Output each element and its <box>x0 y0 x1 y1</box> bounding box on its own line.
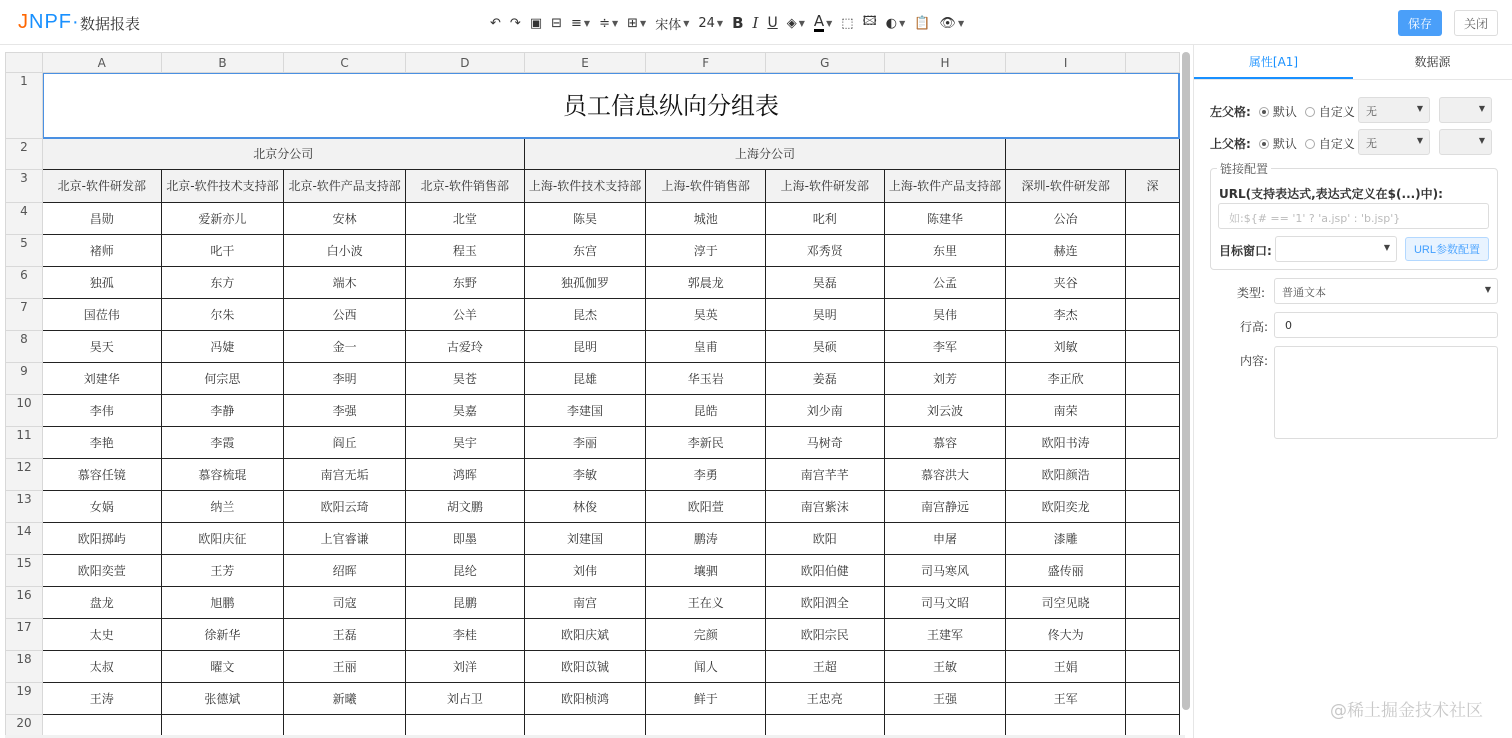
employee-cell[interactable]: 欧阳伯健 <box>765 555 884 587</box>
employee-cell[interactable]: 东宫 <box>524 235 646 267</box>
font-select[interactable]: 宋体 ▼ <box>655 14 689 33</box>
empty-cell[interactable] <box>524 715 646 736</box>
employee-cell[interactable]: 昊明 <box>765 299 884 331</box>
target-window-select[interactable]: ▼ <box>1275 236 1397 262</box>
tab-properties[interactable]: 属性[A1] <box>1194 45 1353 79</box>
italic-icon[interactable]: I <box>752 14 759 32</box>
row-header[interactable]: 11 <box>6 427 43 459</box>
clipboard-icon[interactable]: 📋 <box>914 15 931 31</box>
app-title: 数据报表 <box>80 15 141 33</box>
employee-cell[interactable]: 古爱玲 <box>406 331 525 363</box>
row-header[interactable]: 7 <box>6 299 43 331</box>
chart-icon[interactable]: ◐ ▼ <box>885 15 906 31</box>
employee-cell[interactable]: 淳于 <box>646 235 766 267</box>
employee-cell[interactable]: 鸿晖 <box>406 459 525 491</box>
employee-cell[interactable]: 即墨 <box>406 523 525 555</box>
column-header[interactable]: F <box>646 53 766 73</box>
top-parent-custom-radio[interactable] <box>1305 139 1315 149</box>
top-parent-sub-select[interactable]: ▼ <box>1439 129 1492 155</box>
row-header[interactable]: 14 <box>6 523 43 555</box>
row-header[interactable]: 10 <box>6 395 43 427</box>
spreadsheet-grid[interactable] <box>5 52 1180 735</box>
empty-cell[interactable] <box>1125 299 1179 331</box>
empty-cell[interactable] <box>42 715 161 736</box>
radio-label: 自定义 <box>1318 137 1355 151</box>
employee-cell[interactable]: 欧阳 <box>765 523 884 555</box>
table-row <box>6 203 1180 235</box>
employee-cell[interactable]: 刘建华 <box>42 363 161 395</box>
radio-label: 默认 <box>1272 137 1297 151</box>
text-color-icon[interactable]: A ▼ <box>813 12 833 30</box>
employee-cell[interactable]: 欧阳奕龙 <box>1006 491 1126 523</box>
department-header-cell[interactable]: 上海-软件研发部 <box>765 170 884 203</box>
employee-cell[interactable]: 李桂 <box>406 619 525 651</box>
row-height-input[interactable]: 0 <box>1274 312 1498 338</box>
employee-cell[interactable]: 纳兰 <box>161 491 284 523</box>
empty-cell[interactable] <box>884 715 1006 736</box>
bold-icon[interactable]: B <box>732 14 744 32</box>
employee-cell[interactable]: 昊磊 <box>765 267 884 299</box>
table-row <box>6 235 1180 267</box>
empty-cell[interactable] <box>765 715 884 736</box>
employee-cell[interactable]: 李敏 <box>524 459 646 491</box>
employee-cell[interactable]: 胡文鹏 <box>406 491 525 523</box>
left-parent-sub-select[interactable]: ▼ <box>1439 97 1492 123</box>
url-label: URL(支持表达式,表达式定义在$(...)中): <box>1219 187 1443 201</box>
table-row <box>6 427 1180 459</box>
employee-cell[interactable]: 北堂 <box>406 203 525 235</box>
employee-cell[interactable]: 欧阳桢鸿 <box>524 683 646 715</box>
empty-cell[interactable] <box>1125 619 1179 651</box>
employee-cell[interactable]: 张德斌 <box>161 683 284 715</box>
top-parent-row <box>1210 135 1355 152</box>
employee-cell[interactable]: 欧阳苡铖 <box>524 651 646 683</box>
department-header-cell[interactable]: 北京-软件销售部 <box>406 170 525 203</box>
employee-cell[interactable]: 何宗思 <box>161 363 284 395</box>
undo-icon[interactable]: ↶ <box>490 15 501 31</box>
employee-cell[interactable]: 邓秀贤 <box>765 235 884 267</box>
department-header-cell[interactable]: 北京-软件研发部 <box>42 170 161 203</box>
employee-cell[interactable]: 新曦 <box>284 683 406 715</box>
employee-cell[interactable]: 程玉 <box>406 235 525 267</box>
employee-cell[interactable]: 南荣 <box>1006 395 1126 427</box>
content-label: 内容: <box>1240 354 1269 368</box>
table-row <box>6 523 1180 555</box>
row-header[interactable]: 6 <box>6 267 43 299</box>
employee-cell[interactable]: 昊嘉 <box>406 395 525 427</box>
employee-cell[interactable]: 李丽 <box>524 427 646 459</box>
report-title-cell[interactable] <box>42 73 1179 139</box>
employee-cell[interactable]: 马树奇 <box>765 427 884 459</box>
employee-cell[interactable]: 王在义 <box>646 587 766 619</box>
employee-cell[interactable]: 冯婕 <box>161 331 284 363</box>
excel-import-icon[interactable]: ▣ <box>529 15 543 31</box>
freeze-icon[interactable]: ⊟ <box>551 15 563 31</box>
empty-cell[interactable] <box>1125 203 1179 235</box>
empty-cell[interactable] <box>1125 523 1179 555</box>
table-row <box>6 299 1180 331</box>
align-icon[interactable]: ≡ ▼ <box>571 15 591 31</box>
employee-cell[interactable]: 太叔 <box>42 651 161 683</box>
employee-cell[interactable]: 南宫紫沫 <box>765 491 884 523</box>
row-header[interactable]: 15 <box>6 555 43 587</box>
employee-cell[interactable]: 李勇 <box>646 459 766 491</box>
employee-cell[interactable]: 褚师 <box>42 235 161 267</box>
employee-cell[interactable]: 刘洋 <box>406 651 525 683</box>
employee-cell[interactable]: 夹谷 <box>1006 267 1126 299</box>
employee-cell[interactable]: 上官睿谦 <box>284 523 406 555</box>
select-value: 普通文本 <box>1282 286 1326 299</box>
employee-cell[interactable]: 刘占卫 <box>406 683 525 715</box>
employee-cell[interactable]: 刘伟 <box>524 555 646 587</box>
employee-cell[interactable]: 王军 <box>1006 683 1126 715</box>
employee-cell[interactable]: 李杰 <box>1006 299 1126 331</box>
table-row <box>6 491 1180 523</box>
department-header-cell[interactable]: 北京-软件技术支持部 <box>161 170 284 203</box>
employee-cell[interactable]: 李正欣 <box>1006 363 1126 395</box>
table-row <box>6 459 1180 491</box>
employee-cell[interactable]: 壤驷 <box>646 555 766 587</box>
employee-cell[interactable]: 刘芳 <box>884 363 1006 395</box>
table-row <box>6 683 1180 715</box>
table-row <box>6 555 1180 587</box>
employee-cell[interactable]: 昊英 <box>646 299 766 331</box>
employee-cell[interactable]: 爱新亦儿 <box>161 203 284 235</box>
save-button[interactable]: 保存 <box>1398 10 1442 36</box>
empty-cell[interactable] <box>1125 427 1179 459</box>
employee-cell[interactable]: 阎丘 <box>284 427 406 459</box>
column-header[interactable]: C <box>284 53 406 73</box>
url-param-config-button[interactable]: URL参数配置 <box>1405 237 1489 261</box>
row-header[interactable]: 16 <box>6 587 43 619</box>
employee-cell[interactable]: 慕容梳琨 <box>161 459 284 491</box>
employee-cell[interactable]: 旭鹏 <box>161 587 284 619</box>
column-header[interactable]: E <box>524 53 646 73</box>
content-textarea[interactable] <box>1274 346 1498 439</box>
employee-cell[interactable]: 李建国 <box>524 395 646 427</box>
employee-cell[interactable]: 漆雕 <box>1006 523 1126 555</box>
employee-cell[interactable]: 李军 <box>884 331 1006 363</box>
employee-cell[interactable]: 国莅伟 <box>42 299 161 331</box>
select-value: 无 <box>1366 105 1377 118</box>
employee-cell[interactable]: 昊伟 <box>884 299 1006 331</box>
preview-icon[interactable]: 👁 ▼ <box>939 15 965 31</box>
employee-cell[interactable]: 司空见晓 <box>1006 587 1126 619</box>
table-row <box>6 587 1180 619</box>
employee-cell[interactable]: 王敏 <box>884 651 1006 683</box>
empty-cell[interactable] <box>1125 555 1179 587</box>
employee-cell[interactable]: 昊宇 <box>406 427 525 459</box>
employee-cell[interactable]: 王芳 <box>161 555 284 587</box>
table-row <box>6 331 1180 363</box>
employee-cell[interactable]: 太史 <box>42 619 161 651</box>
employee-cell[interactable]: 东野 <box>406 267 525 299</box>
employee-cell[interactable]: 独孤伽罗 <box>524 267 646 299</box>
employee-cell[interactable]: 李新民 <box>646 427 766 459</box>
employee-cell[interactable]: 公冶 <box>1006 203 1126 235</box>
department-header-cell[interactable]: 深圳-软件研发部 <box>1006 170 1126 203</box>
employee-cell[interactable]: 佟大为 <box>1006 619 1126 651</box>
employee-cell[interactable]: 白小波 <box>284 235 406 267</box>
employee-cell[interactable]: 城池 <box>646 203 766 235</box>
row-header[interactable]: 3 <box>6 170 43 203</box>
employee-cell[interactable]: 公孟 <box>884 267 1006 299</box>
employee-cell[interactable]: 昌勋 <box>42 203 161 235</box>
row-header[interactable]: 2 <box>6 139 43 170</box>
employee-cell[interactable]: 昆杰 <box>524 299 646 331</box>
table-row <box>6 619 1180 651</box>
image-icon[interactable]: 🖾 <box>862 14 877 29</box>
employee-cell[interactable]: 慕容任镜 <box>42 459 161 491</box>
employee-cell[interactable]: 李静 <box>161 395 284 427</box>
employee-cell[interactable]: 公西 <box>284 299 406 331</box>
employee-cell[interactable]: 慕容洪大 <box>884 459 1006 491</box>
employee-cell[interactable]: 王磊 <box>284 619 406 651</box>
empty-cell[interactable] <box>406 715 525 736</box>
left-parent-custom-radio[interactable] <box>1305 107 1315 117</box>
employee-cell[interactable]: 盘龙 <box>42 587 161 619</box>
row-header[interactable]: 17 <box>6 619 43 651</box>
column-header[interactable]: H <box>884 53 1006 73</box>
empty-cell[interactable] <box>1125 363 1179 395</box>
column-header[interactable]: I <box>1006 53 1126 73</box>
employee-cell[interactable]: 曜文 <box>161 651 284 683</box>
close-button[interactable]: 关闭 <box>1454 10 1498 36</box>
employee-cell[interactable]: 李艳 <box>42 427 161 459</box>
empty-cell[interactable] <box>1125 395 1179 427</box>
employee-cell[interactable]: 昆纶 <box>406 555 525 587</box>
type-label: 类型: <box>1237 286 1266 300</box>
employee-cell[interactable]: 安林 <box>284 203 406 235</box>
employee-cell[interactable]: 鲜于 <box>646 683 766 715</box>
row-header[interactable]: 5 <box>6 235 43 267</box>
vertical-scrollbar[interactable] <box>1182 52 1190 710</box>
employee-cell[interactable]: 王建军 <box>884 619 1006 651</box>
employee-cell[interactable]: 王娟 <box>1006 651 1126 683</box>
employee-cell[interactable]: 慕容 <box>884 427 1006 459</box>
employee-cell[interactable]: 南宫静远 <box>884 491 1006 523</box>
employee-cell[interactable]: 公羊 <box>406 299 525 331</box>
column-header[interactable]: B <box>161 53 284 73</box>
employee-cell[interactable]: 独孤 <box>42 267 161 299</box>
empty-cell[interactable] <box>1125 267 1179 299</box>
column-header[interactable]: A <box>42 53 161 73</box>
employee-cell[interactable]: 陈建华 <box>884 203 1006 235</box>
select-value: 无 <box>1366 137 1377 150</box>
radio-label: 默认 <box>1272 105 1297 119</box>
employee-cell[interactable]: 东方 <box>161 267 284 299</box>
empty-cell[interactable] <box>1125 587 1179 619</box>
font-size-value: 24 <box>698 15 715 31</box>
employee-cell[interactable]: 盛传丽 <box>1006 555 1126 587</box>
top-parent-default-radio[interactable] <box>1259 139 1269 149</box>
employee-cell[interactable]: 刘云波 <box>884 395 1006 427</box>
employee-cell[interactable]: 欧阳庆斌 <box>524 619 646 651</box>
watermark: @稀土掘金技术社区 <box>1330 701 1483 721</box>
row-header[interactable]: 8 <box>6 331 43 363</box>
empty-cell[interactable] <box>1125 651 1179 683</box>
department-header-cell[interactable]: 深 <box>1125 170 1179 203</box>
empty-cell[interactable] <box>161 715 284 736</box>
group-header-cell[interactable] <box>1006 139 1180 170</box>
top-bar <box>0 0 1512 45</box>
toolbar <box>490 12 964 34</box>
employee-cell[interactable]: 皇甫 <box>646 331 766 363</box>
row-header[interactable]: 4 <box>6 203 43 235</box>
employee-cell[interactable]: 绍晖 <box>284 555 406 587</box>
employee-cell[interactable]: 东里 <box>884 235 1006 267</box>
font-value: 宋体 <box>655 17 682 33</box>
employee-cell[interactable]: 昆明 <box>524 331 646 363</box>
employee-cell[interactable]: 刘建国 <box>524 523 646 555</box>
text-color-letter: A <box>813 12 825 30</box>
employee-cell[interactable]: 欧阳书涛 <box>1006 427 1126 459</box>
radio-label: 自定义 <box>1318 105 1355 119</box>
employee-cell[interactable]: 鹏涛 <box>646 523 766 555</box>
report-title: 员工信息纵向分组表 <box>562 91 779 120</box>
merge-icon[interactable]: ⬚ <box>841 15 854 31</box>
table-row <box>6 267 1180 299</box>
table-row <box>6 395 1180 427</box>
logo: JNPF· <box>18 11 80 33</box>
top-parent-select[interactable]: 无 ▼ <box>1358 129 1430 155</box>
department-header-cell[interactable]: 上海-软件产品支持部 <box>884 170 1006 203</box>
employee-cell[interactable]: 昊天 <box>42 331 161 363</box>
empty-cell[interactable] <box>1125 235 1179 267</box>
row-header[interactable]: 1 <box>6 73 43 139</box>
employee-cell[interactable]: 欧阳萱 <box>646 491 766 523</box>
tab-datasource[interactable]: 数据源 <box>1414 55 1451 69</box>
employee-cell[interactable]: 欧阳掷屿 <box>42 523 161 555</box>
empty-cell[interactable] <box>284 715 406 736</box>
employee-cell[interactable]: 徐新华 <box>161 619 284 651</box>
empty-cell[interactable] <box>1125 331 1179 363</box>
employee-cell[interactable]: 司马文昭 <box>884 587 1006 619</box>
employee-cell[interactable]: 郭晨龙 <box>646 267 766 299</box>
employee-cell[interactable]: 欧阳泗全 <box>765 587 884 619</box>
left-parent-default-radio[interactable] <box>1259 107 1269 117</box>
top-parent-label: 上父格: <box>1210 137 1251 151</box>
empty-cell[interactable] <box>1125 683 1179 715</box>
employee-cell[interactable]: 昆鹏 <box>406 587 525 619</box>
sheet-table <box>5 52 1180 735</box>
employee-cell[interactable]: 南宫无垢 <box>284 459 406 491</box>
employee-cell[interactable]: 李明 <box>284 363 406 395</box>
row-header[interactable]: 20 <box>6 715 43 736</box>
table-row <box>6 363 1180 395</box>
empty-cell[interactable] <box>1006 715 1126 736</box>
empty-cell[interactable] <box>1125 715 1179 736</box>
employee-cell[interactable]: 李霞 <box>161 427 284 459</box>
employee-cell[interactable]: 陈昊 <box>524 203 646 235</box>
employee-cell[interactable]: 叱干 <box>161 235 284 267</box>
valign-icon[interactable]: ≑ ▼ <box>599 15 619 31</box>
left-parent-label: 左父格: <box>1210 105 1251 119</box>
employee-cell[interactable]: 王超 <box>765 651 884 683</box>
department-header-cell[interactable]: 上海-软件销售部 <box>646 170 766 203</box>
employee-cell[interactable]: 欧阳庆征 <box>161 523 284 555</box>
employee-cell[interactable]: 王丽 <box>284 651 406 683</box>
employee-cell[interactable]: 昆皓 <box>646 395 766 427</box>
empty-cell[interactable] <box>646 715 766 736</box>
employee-cell[interactable]: 端木 <box>284 267 406 299</box>
row-header[interactable]: 9 <box>6 363 43 395</box>
employee-cell[interactable]: 欧阳云琦 <box>284 491 406 523</box>
empty-cell[interactable] <box>1125 491 1179 523</box>
left-parent-select[interactable]: 无 ▼ <box>1358 97 1430 123</box>
type-select[interactable]: 普通文本 ▼ <box>1274 278 1498 304</box>
employee-cell[interactable]: 欧阳颜浩 <box>1006 459 1126 491</box>
employee-cell[interactable]: 昊硕 <box>765 331 884 363</box>
department-header-cell[interactable]: 北京-软件产品支持部 <box>284 170 406 203</box>
row-header[interactable]: 19 <box>6 683 43 715</box>
employee-cell[interactable]: 金一 <box>284 331 406 363</box>
employee-cell[interactable]: 女娲 <box>42 491 161 523</box>
url-input[interactable]: 如:${# == '1' ? 'a.jsp' : 'b.jsp'} <box>1218 203 1489 229</box>
group-header-cell[interactable]: 上海分公司 <box>524 139 1006 170</box>
fill-color-icon[interactable]: ◈ ▼ <box>786 15 805 31</box>
employee-cell[interactable]: 闻人 <box>646 651 766 683</box>
group-header-cell[interactable]: 北京分公司 <box>42 139 524 170</box>
employee-cell[interactable]: 姜磊 <box>765 363 884 395</box>
employee-cell[interactable]: 南宫芊芊 <box>765 459 884 491</box>
employee-cell[interactable]: 林俊 <box>524 491 646 523</box>
employee-cell[interactable]: 昆雄 <box>524 363 646 395</box>
column-header[interactable] <box>1125 53 1179 73</box>
employee-cell[interactable]: 完颜 <box>646 619 766 651</box>
employee-cell[interactable]: 南宫 <box>524 587 646 619</box>
employee-cell[interactable]: 李强 <box>284 395 406 427</box>
employee-cell[interactable]: 欧阳奕萱 <box>42 555 161 587</box>
department-header-cell[interactable]: 上海-软件技术支持部 <box>524 170 646 203</box>
employee-cell[interactable]: 昊苍 <box>406 363 525 395</box>
employee-cell[interactable]: 司马寒风 <box>884 555 1006 587</box>
employee-cell[interactable]: 刘敏 <box>1006 331 1126 363</box>
employee-cell[interactable]: 王涛 <box>42 683 161 715</box>
row-header[interactable]: 12 <box>6 459 43 491</box>
employee-cell[interactable]: 李伟 <box>42 395 161 427</box>
employee-cell[interactable]: 申屠 <box>884 523 1006 555</box>
employee-cell[interactable]: 王忠亮 <box>765 683 884 715</box>
employee-cell[interactable]: 尔朱 <box>161 299 284 331</box>
employee-cell[interactable]: 司寇 <box>284 587 406 619</box>
redo-icon[interactable]: ↷ <box>509 15 521 31</box>
employee-cell[interactable]: 叱利 <box>765 203 884 235</box>
employee-cell[interactable]: 刘少南 <box>765 395 884 427</box>
link-config-legend: 链接配置 <box>1217 160 1271 177</box>
target-window-label: 目标窗口: <box>1219 244 1272 258</box>
border-icon[interactable]: ⊞ ▼ <box>627 15 647 31</box>
employee-cell[interactable]: 王强 <box>884 683 1006 715</box>
column-header[interactable]: D <box>406 53 525 73</box>
underline-icon[interactable]: U <box>767 15 778 31</box>
corner-cell[interactable] <box>6 53 43 73</box>
employee-cell[interactable]: 赫连 <box>1006 235 1126 267</box>
left-parent-row <box>1210 103 1355 120</box>
column-header[interactable]: G <box>765 53 884 73</box>
row-height-label: 行高: <box>1240 320 1269 334</box>
empty-cell[interactable] <box>1125 459 1179 491</box>
employee-cell[interactable]: 欧阳宗民 <box>765 619 884 651</box>
table-row <box>6 651 1180 683</box>
row-header[interactable]: 18 <box>6 651 43 683</box>
font-size-select[interactable]: 24 ▼ <box>698 15 724 31</box>
employee-cell[interactable]: 华玉岩 <box>646 363 766 395</box>
row-header[interactable]: 13 <box>6 491 43 523</box>
